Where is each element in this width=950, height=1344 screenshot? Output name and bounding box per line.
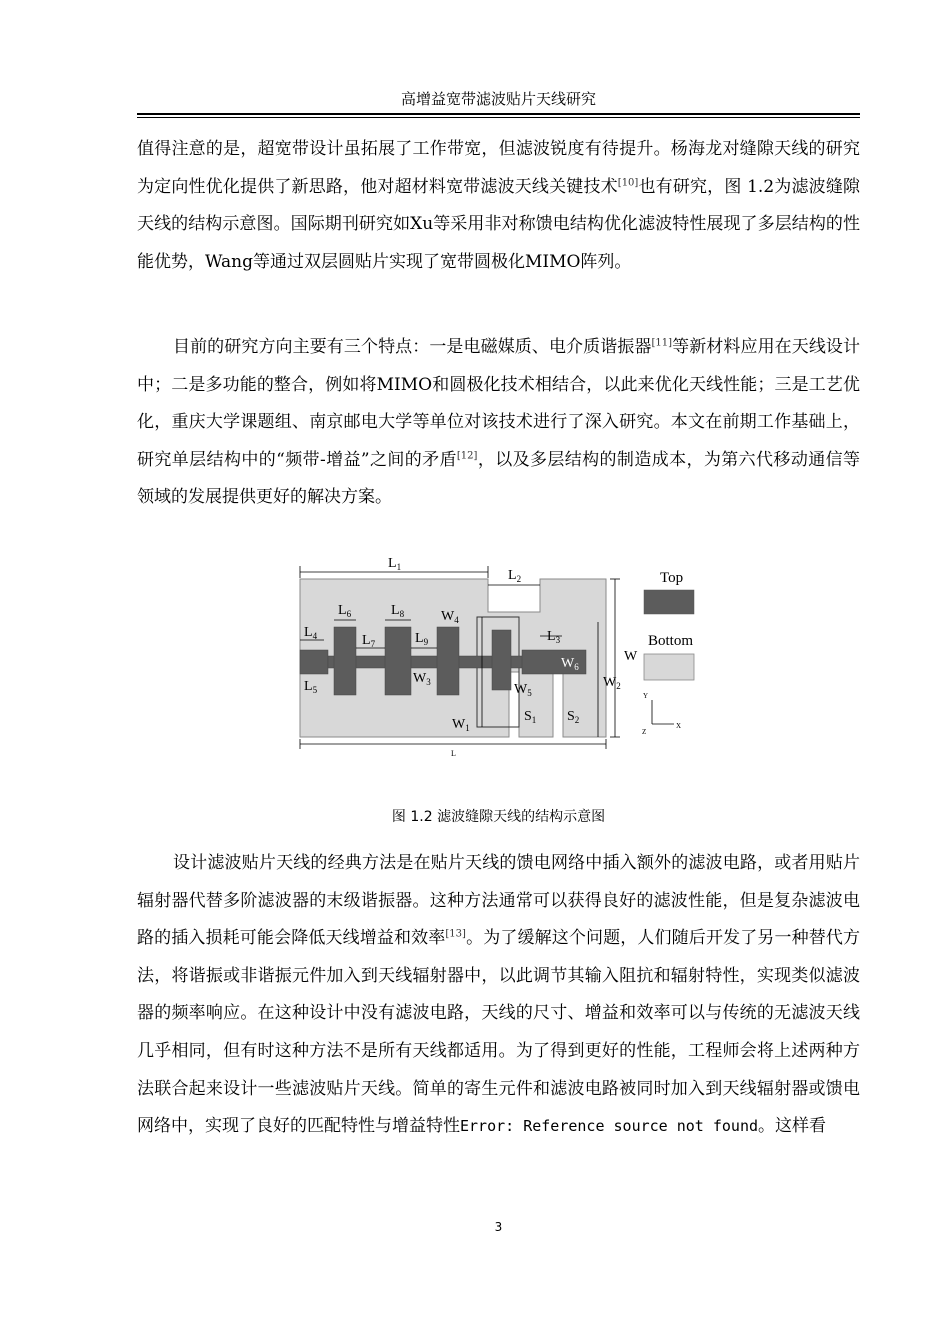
label-W6: $W_6$ — [561, 656, 579, 672]
label-L7: $L_7$ — [362, 633, 376, 649]
para2-text-b: 等新材料应用在天线设计中；二是多功能的整合，例如将MIMO和圆极化技术相结合，以此来优化天线性能；三是工艺优化，重庆大学课题组、南京邮电大学等单位对该技术进行了深入研究。本文在前期工作基础上，研究单层结构中的“频带-增益”之间的矛盾 — [137, 337, 861, 470]
legend-bottom-swatch — [644, 654, 694, 680]
label-W1: $W_1$ — [452, 717, 470, 733]
label-S2: $S_2$ — [567, 709, 580, 725]
axis-x-label: X — [676, 722, 682, 730]
header-rule — [137, 113, 860, 115]
antenna-diagram — [296, 552, 706, 757]
label-L9: $L_9$ — [415, 631, 429, 647]
label-L6: $L_6$ — [338, 603, 352, 619]
label-L: L — [451, 749, 456, 757]
resonator-4 — [492, 630, 511, 690]
feed-port — [300, 650, 328, 674]
figure-caption: 图 1.2 滤波缝隙天线的结构示意图 — [391, 809, 606, 825]
resonator-3 — [437, 627, 459, 695]
label-W4: $W_4$ — [441, 609, 459, 625]
label-W5: $W_5$ — [514, 682, 532, 698]
legend-bottom-label: Bottom — [648, 633, 694, 649]
para2-text-a: 目前的研究方向主要有三个特点：一是电磁媒质、电介质谐振器 — [173, 337, 652, 357]
para1-text-a: 值得注意的是，超宽带设计虽拓展了工作带宽，但滤波锐度有待提升。杨海龙对缝隙天线的研究为定向性优化提供了新思路，他对超材料宽带滤波天线关键技术 — [137, 139, 860, 197]
paragraph-3 — [137, 845, 860, 1146]
label-L4: $L_4$ — [304, 625, 318, 641]
label-L3: $L_3$ — [547, 629, 561, 645]
citation-10[interactable]: [10] — [617, 176, 639, 188]
label-L1: $L_1$ — [388, 556, 402, 572]
para3-text-b: 。为了缓解这个问题，人们随后开发了另一种替代方法，将谐振或非谐振元件加入到天线辐射器中，以此调节其输入阻抗和辐射特性，实现类似滤波器的频率响应。在这种设计中没有滤波电路，天线的尺寸、增益和效率可以与传统的无滤波天线几乎相同，但有时这种方法不是所有天线都适用。为了得到更好的性能，工程师会将上述两种方法联合起来设计一些滤波贴片天线。简单的寄生元件和滤波电路被同时加入到天线辐射器或馈电网络中，实现了良好的匹配特性与增益特性 — [137, 928, 861, 1137]
citation-13[interactable]: [13] — [445, 928, 466, 940]
label-W3: $W_3$ — [413, 671, 431, 687]
legend-top-swatch — [644, 590, 694, 614]
legend-top-label: Top — [660, 570, 684, 586]
header-rule-thin — [137, 117, 860, 118]
page-number: 3 — [494, 1220, 503, 1234]
resonator-2 — [385, 627, 411, 695]
label-L2: $L_2$ — [508, 568, 522, 584]
para1-text-b: 也有研究，图 1.2为滤波缝隙天线的结构示意图。国际期刊研究如Xu等采用非对称馈电结构优化滤波特性展现了多层结构的性能优势，Wang等通过双层圆贴片实现了宽带圆极化MIMO阵列。 — [137, 176, 860, 272]
paragraph-2 — [137, 329, 860, 517]
para2-text-c: ，以及多层结构的制造成本，为第六代移动通信等领域的发展提供更好的解决方案。 — [137, 449, 860, 508]
label-L8: $L_8$ — [391, 603, 405, 619]
para3-text-a: 设计滤波贴片天线的经典方法是在贴片天线的馈电网络中插入额外的滤波电路，或者用贴片辐射器代替多阶滤波器的末级谐振器。这种方法通常可以获得良好的滤波性能，但是复杂滤波电路的插入损耗可能会降低天线增益和效率 — [137, 853, 860, 949]
antenna-structure-figure — [296, 552, 706, 757]
axis-z-label: Z — [642, 728, 647, 736]
label-W: W — [624, 649, 638, 664]
label-W2: $W_2$ — [603, 675, 621, 691]
running-header: 高增益宽带滤波贴片天线研究 — [400, 90, 596, 108]
label-L5: $L_5$ — [304, 679, 318, 695]
label-S1: $S_1$ — [524, 709, 537, 725]
citation-11[interactable]: [11] — [651, 337, 673, 349]
axis-y-label: Y — [643, 692, 649, 700]
reference-error-field[interactable]: Error: Reference source not found — [460, 1117, 759, 1136]
para3-text-c: 。这样看 — [758, 1116, 827, 1137]
paragraph-1 — [137, 131, 860, 281]
citation-12[interactable]: [12] — [456, 450, 478, 462]
resonator-1 — [334, 627, 356, 695]
